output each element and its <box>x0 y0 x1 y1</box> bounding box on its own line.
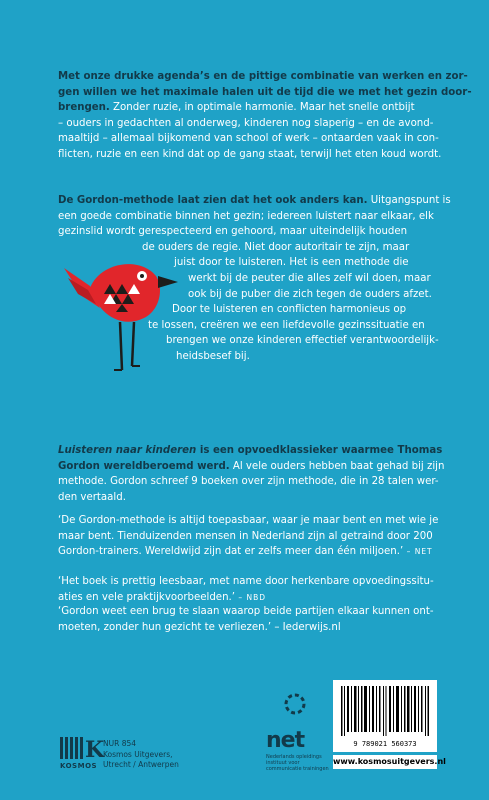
isbn-number: 9 789021 560373 <box>353 740 417 748</box>
intro-line-5: maaltijd – allemaal bijkomend van school of werk – ontaarden vaak in con- <box>58 133 439 145</box>
method-line-2: een goede combinatie binnen het gezin; iedereen luistert naar elkaar, elk <box>58 210 434 222</box>
method-line-5: juist door te luisteren. Het is een methode die <box>174 257 409 269</box>
publisher-url[interactable]: www.kosmosuitgevers.nl <box>333 755 437 769</box>
quote-iederwijs-line-1: ‘Gordon weet een brug te slaan waarop beide partijen elkaar kunnen ont- <box>58 606 434 617</box>
net-wordmark: net <box>266 728 305 753</box>
method-line-9: te lossen, creëren we een liefdevolle gezinssituatie en <box>148 319 425 331</box>
quote-nbd-source: – NBD <box>235 592 267 602</box>
red-bird-illustration <box>60 248 190 378</box>
intro-line-4: – ouders in gedachten al onderweg, kinderen nog slaperig – en de avond- <box>58 117 434 129</box>
intro-lead-line-1: Met onze drukke agenda’s en de pittige combinatie van werken en zor- <box>58 71 468 82</box>
quote-nbd <box>58 574 438 605</box>
classic-lead-rest: is een opvoedklassieker waarmee Thomas <box>196 445 443 456</box>
quote-nbd-line-1: ‘Het boek is prettig leesbaar, met name door herkenbare opvoedingssitu- <box>58 576 434 587</box>
intro-rest-line-3: Zonder ruzie, in optimale harmonie. Maar het snelle ontbijt <box>109 102 415 114</box>
kosmos-logo-icon <box>60 737 105 763</box>
method-lead: De Gordon-methode laat zien dat het ook anders kan. <box>58 195 368 206</box>
method-line-4: de ouders de regie. Niet door autoritair te zijn, maar <box>142 241 410 253</box>
book-title: Luisteren naar kinderen <box>58 445 197 456</box>
intro-lead-line-3: brengen. <box>58 102 110 114</box>
publisher-info <box>103 739 179 771</box>
method-rest-line-1: Uitgangspunt is <box>367 195 451 206</box>
classic-rest-line-2: Al vele ouders hebben baat gehad bij zijn <box>229 460 445 472</box>
method-line-7: ook bij de puber die zich tegen de ouders afzet. <box>188 288 432 300</box>
quote-iederwijs-source: – Iederwijs.nl <box>271 621 341 633</box>
method-line-8: Door te luisteren en conflicten harmonieus op <box>172 304 407 316</box>
method-line-6: werkt bij de peuter die alles zelf wil doen, maar <box>188 272 431 284</box>
publisher-name: Kosmos Uitgevers, <box>103 749 173 759</box>
quote-net <box>58 513 438 560</box>
net-logo-icon <box>265 688 325 724</box>
kosmos-wordmark: KOSMOS <box>60 762 98 770</box>
quote-net-source: – NET <box>403 547 433 557</box>
classic-line-4: den vertaald. <box>58 491 126 503</box>
kosmos-logo-letter: K <box>85 737 105 763</box>
intro-paragraph <box>58 69 472 163</box>
quote-net-line-3: Gordon-trainers. Wereldwijd zijn dat er zelfs meer dan één miljoen.’ <box>58 546 404 558</box>
quote-iederwijs <box>58 604 438 635</box>
quote-net-line-2: maar bent. Tienduizenden mensen in Nederland zijn al getraind door 200 <box>58 530 433 542</box>
method-line-3: gezinslid wordt gerespecteerd en gehoord, maar uiteindelijk houden <box>58 226 408 238</box>
quote-nbd-line-2: aties en vele praktijkvoorbeelden.’ <box>58 591 236 603</box>
method-line-11: heidsbesef bij. <box>176 350 250 362</box>
classic-line-3: methode. Gordon schreef 9 boeken over zijn methode, die in 28 talen wer- <box>58 476 439 488</box>
nur-code: NUR 854 <box>103 739 137 748</box>
intro-lead-line-2: gen willen we het maximale halen uit de tijd die we met het gezin door- <box>58 86 472 98</box>
quote-net-line-1: ‘De Gordon-methode is altijd toepasbaar, waar je maar bent en met wie je <box>58 515 439 526</box>
quote-iederwijs-line-2: moeten, zonder hun gezicht te verliezen.’ <box>58 621 272 633</box>
classic-lead-line-2: Gordon wereldberoemd werd. <box>58 460 230 472</box>
net-subtitle: Nederlands opleidings instituut voor communicatie trainingen <box>266 754 329 772</box>
intro-line-6: flicten, ruzie en een kind dat op de gang staat, terwijl het eten koud wordt. <box>58 148 442 160</box>
publisher-city: Utrecht / Antwerpen <box>103 760 179 769</box>
barcode-bars-icon <box>333 680 437 738</box>
classic-paragraph <box>58 443 445 505</box>
method-line-10: brengen we onze kinderen effectief verantwoordelijk- <box>166 335 439 347</box>
